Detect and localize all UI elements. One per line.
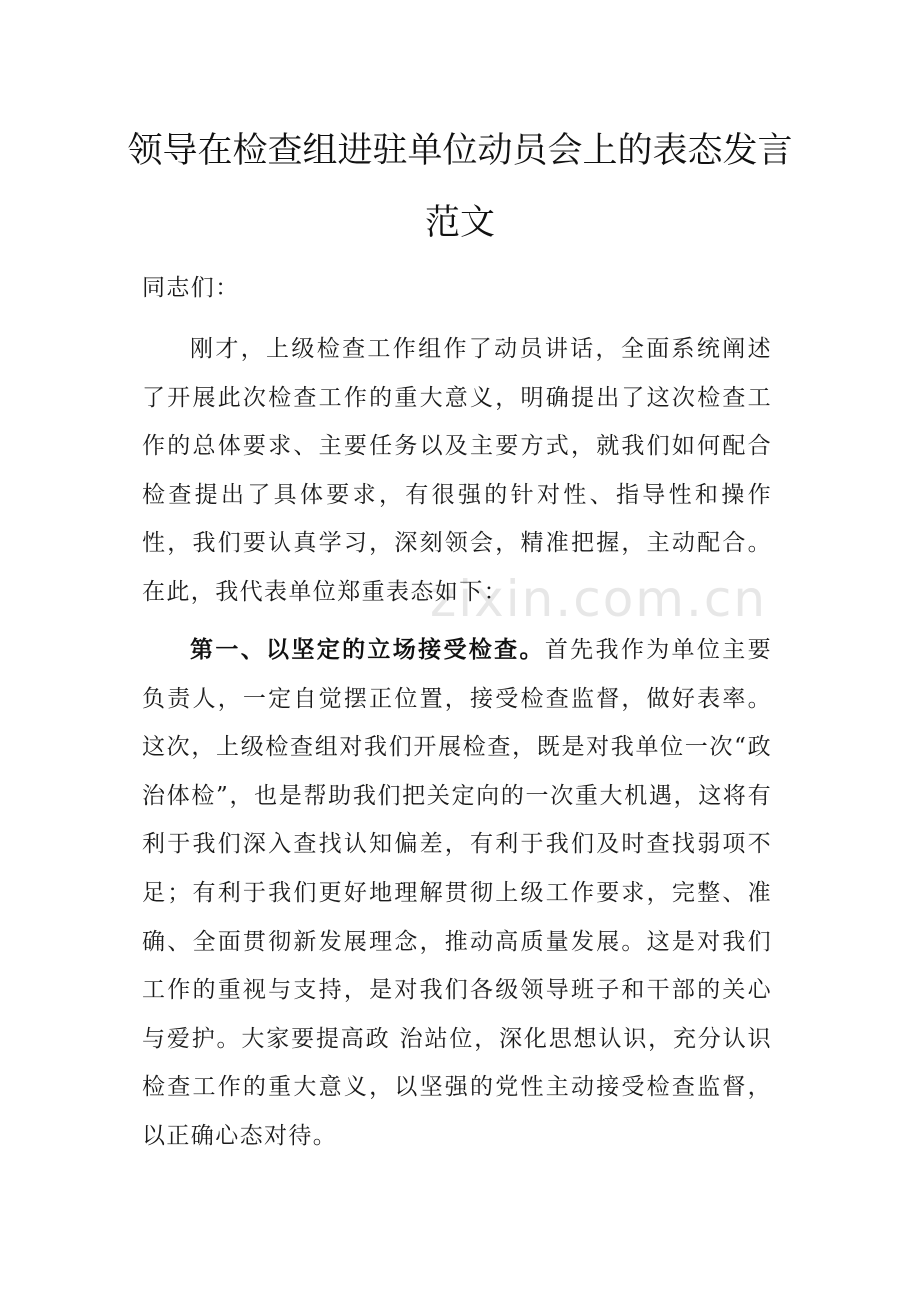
paragraph-1: 刚才，上级检查工作组作了动员讲话，全面系统阐述了开展此次检查工作的重大意义，明确提出了这次检查工作的总体要求、主要任务以及主要方式，就我们如何配合检查提出了具体要求，有很强的针对性、指导性和操作性，我们要认真学习，深刻领会，精准把握，主动配合。在此，我代表单位郑重表态如下： [142, 336, 772, 605]
document-title-line1: 领导在检查组进驻单位动员会上的表态发言 [127, 131, 793, 171]
paragraph-2 [142, 626, 772, 1161]
watermark: zixin.com.cn [430, 570, 768, 628]
greeting: 同志们： [142, 275, 240, 301]
paragraph-2-body: 首先我作为单位主要负责人，一定自觉摆正位置，接受检查监督，做好表率。这次，上级检查组对我们开展检查，既是对我单位一次“政治体检”，也是帮助我们把关定向的一次重大机遇，这将有利于我们深入查找认知偏差，有利于我们及时查找弱项不足；有利于我们更好地理解贯彻上级工作要求，完整、准确、全面贯彻新发展理念，推动高质量发展。这是对我们工作的重视与支持，是对我们各级领导班子和干部的关心与爱护。大家要提高政 治站位，深化思想认识，充分认识检查工作的重大意义，以坚强的党性主动接受检查监督，以正确心态对待。 [142, 637, 772, 1149]
paragraph-2-heading: 第一、以坚定的立场接受检查。 [190, 637, 545, 663]
document-title-line2: 范文 [424, 203, 495, 243]
